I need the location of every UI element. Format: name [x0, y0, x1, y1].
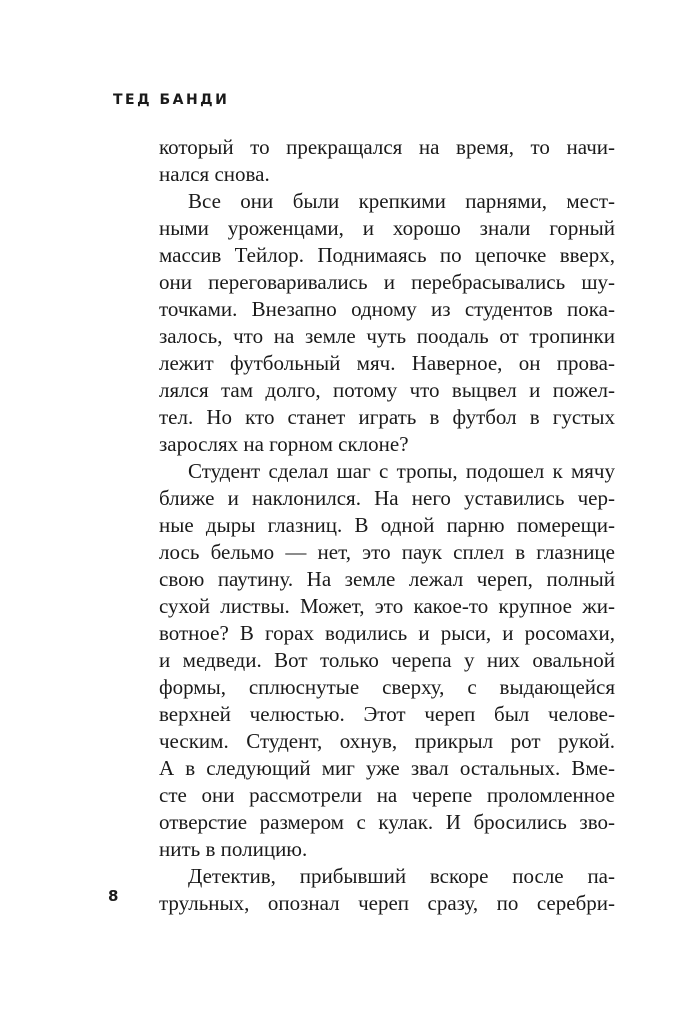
text-line: отверстие размером с кулак. И бросились зво-	[159, 810, 615, 834]
text-line: Детектив, прибывший вскоре после па-	[188, 864, 615, 888]
text-line: зарослях на горном склоне?	[159, 432, 409, 456]
text-line: трульных, опознал череп сразу, по серебри-	[159, 891, 615, 915]
running-head: ТЕД БАНДИ	[113, 92, 230, 108]
text-line: ческим. Студент, охнув, прикрыл рот рукой.	[159, 729, 615, 753]
text-line: ными уроженцами, и хорошо знали горный	[159, 216, 615, 240]
text-line: сухой листвы. Может, это какое-то крупное жи-	[159, 594, 615, 618]
text-line: лялся там долго, потому что выцвел и пожел-	[159, 378, 615, 402]
text-line: нить в полицию.	[159, 837, 308, 861]
text-line: Все они были крепкими парнями, мест-	[188, 189, 615, 213]
text-line: точками. Внезапно одному из студентов пока-	[159, 297, 615, 321]
text-line: верхней челюстью. Этот череп был челове-	[159, 702, 615, 726]
text-line: ные дыры глазниц. В одной парню померещи-	[159, 513, 615, 537]
text-line: А в следующий миг уже звал остальных. Вме-	[159, 756, 615, 780]
text-line: вотное? В горах водились и рыси, и росомахи,	[159, 621, 615, 645]
text-line: и медведи. Вот только черепа у них овальной	[159, 648, 615, 672]
body-text	[159, 134, 615, 917]
page-number: 8	[108, 887, 119, 905]
text-line: Студент сделал шаг с тропы, подошел к мячу	[188, 459, 615, 483]
text-line: лежит футбольный мяч. Наверное, он прова-	[159, 351, 615, 375]
text-line: сте они рассмотрели на черепе проломленное	[159, 783, 615, 807]
text-line: который то прекращался на время, то начи-	[159, 135, 615, 159]
text-line: формы, сплюснутые сверху, с выдающейся	[159, 675, 615, 699]
text-line: залось, что на земле чуть поодаль от тропинки	[159, 324, 615, 348]
text-line: они переговаривались и перебрасывались шу-	[159, 270, 615, 294]
text-line: тел. Но кто станет играть в футбол в густых	[159, 405, 615, 429]
text-line: свою паутину. На земле лежал череп, полный	[159, 567, 615, 591]
text-line: ближе и наклонился. На него уставились чер-	[159, 486, 615, 510]
text-line: лось бельмо — нет, это паук сплел в глазнице	[159, 540, 615, 564]
text-line: массив Тейлор. Поднимаясь по цепочке вверх,	[159, 243, 615, 267]
text-line: нался снова.	[159, 162, 270, 186]
